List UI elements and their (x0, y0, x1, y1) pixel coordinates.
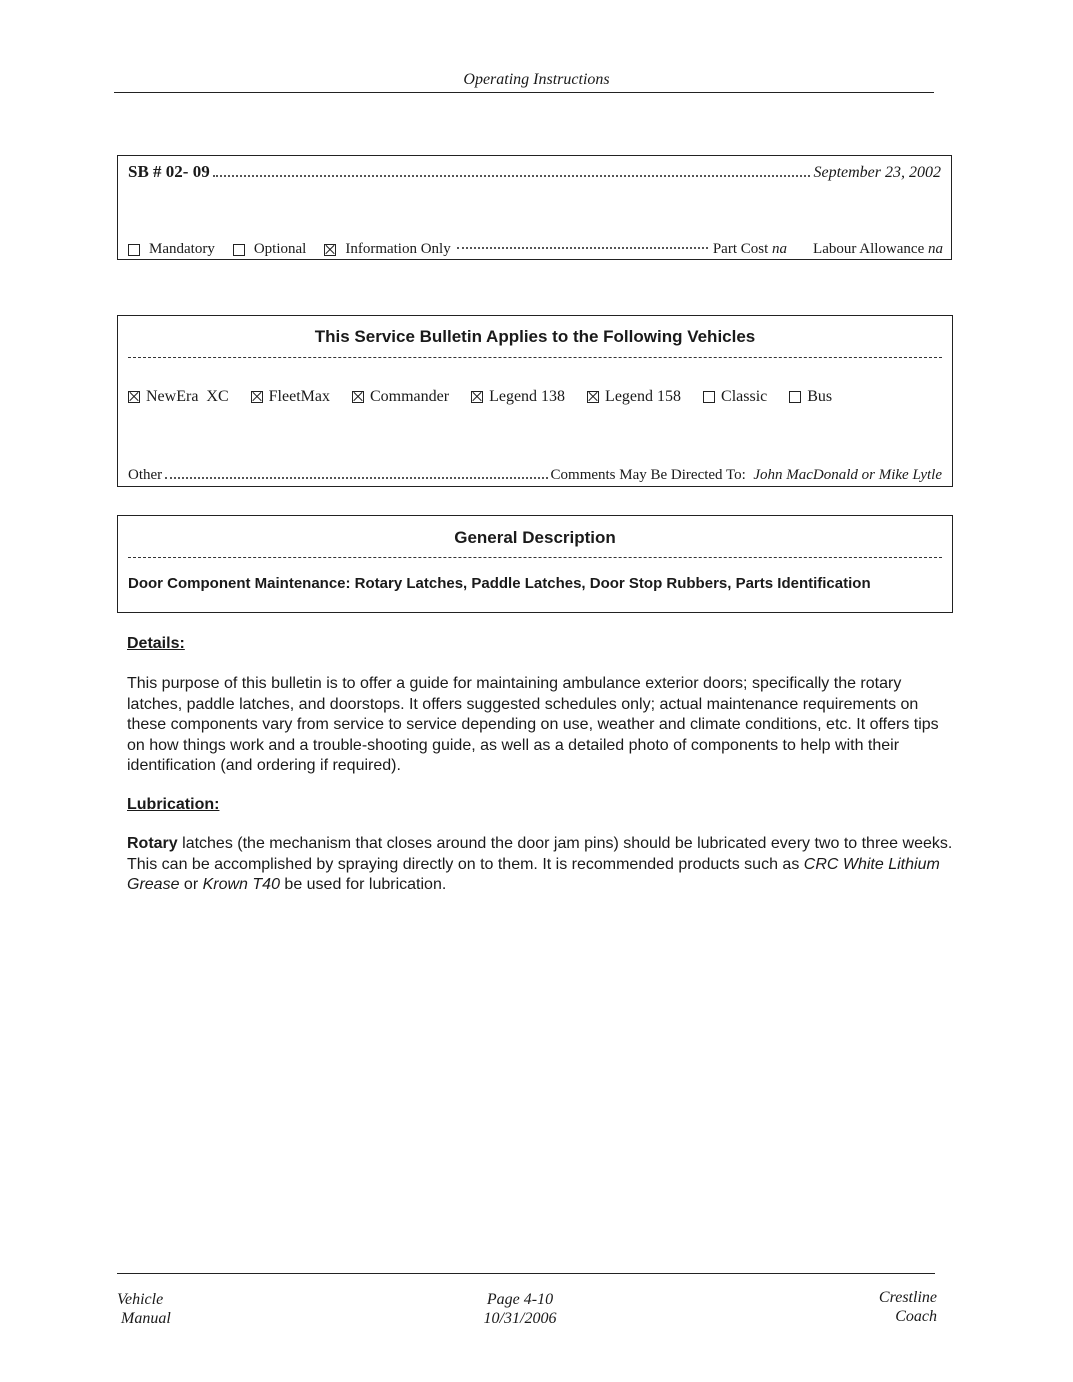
vehicle-label: Bus (807, 388, 833, 405)
option-mandatory[interactable] (128, 241, 215, 258)
footer-rule (117, 1273, 935, 1274)
part-cost-label: Part Cost (712, 241, 769, 257)
checked-checkbox-icon[interactable] (352, 391, 364, 403)
vehicle-fleetmax[interactable] (251, 388, 330, 406)
footer-left-line-1: Vehicle (117, 1291, 164, 1308)
vehicle-label: NewEra XC (146, 388, 229, 405)
vehicle-legend-138[interactable] (471, 388, 565, 406)
bulletin-box (117, 155, 952, 260)
general-description-box (117, 515, 953, 613)
checked-checkbox-icon[interactable] (128, 391, 140, 403)
details-paragraph (127, 674, 957, 777)
vehicles-box (117, 315, 953, 487)
vehicles-heading: This Service Bulletin Applies to the Following Vehicles (314, 327, 756, 346)
part-cost (713, 241, 787, 258)
lubrication-text-1: latches (the mechanism that closes around the door jam pins) should be lubricated every two to three weeks. This can be accomplished by spraying directly on to them. It is recommended products such as (127, 835, 953, 873)
footer-right (879, 1288, 937, 1326)
comments-label: Comments May Be Directed To: (550, 467, 746, 483)
checked-checkbox-icon[interactable] (324, 244, 336, 256)
vehicle-commander[interactable] (352, 388, 449, 406)
option-label: Optional (253, 241, 307, 257)
vehicle-legend-158[interactable] (587, 388, 681, 406)
vehicle-label: Commander (369, 388, 450, 405)
lubrication-lead: Rotary (127, 835, 178, 852)
page-header-title: Operating Instructions (463, 71, 610, 88)
labour-allowance-label: Labour Allowance (813, 241, 925, 257)
footer-center (420, 1290, 620, 1328)
part-cost-value: na (772, 241, 788, 257)
labour-allowance-value: na (928, 241, 943, 257)
dot-leader (213, 175, 811, 177)
lubrication-text (127, 834, 957, 896)
dashed-divider (128, 357, 942, 358)
labour-allowance (813, 241, 943, 258)
other-comments-row (128, 467, 942, 484)
bulletin-options-row (128, 241, 943, 258)
vehicle-newera-xc[interactable] (128, 388, 229, 406)
checked-checkbox-icon[interactable] (587, 391, 599, 403)
option-label: Mandatory (149, 241, 215, 257)
footer-date: 10/31/2006 (483, 1310, 557, 1327)
lubrication-text-3: be used for lubrication. (279, 876, 447, 893)
dot-leader (457, 247, 708, 249)
option-information-only[interactable] (324, 241, 450, 258)
checkbox-icon[interactable] (233, 244, 245, 256)
general-description-heading: General Description (454, 528, 616, 547)
vehicle-label: FleetMax (268, 388, 330, 405)
header-rule (114, 92, 934, 93)
details-heading: Details: (127, 635, 185, 652)
footer-left-line-2: Manual (121, 1310, 171, 1327)
dot-leader (165, 477, 547, 479)
product-krown: Krown T40 (202, 876, 280, 893)
bulletin-date: September 23, 2002 (813, 164, 941, 181)
bulletin-number: SB # 02- 09 (128, 162, 210, 181)
details-text: This purpose of this bulletin is to offer a guide for maintaining ambulance exterior doors; specifically the rotary latches, paddle latches, and doorstops. It offers suggested schedules only; actual maintenance requirements on these components vary from service to service depending on use, weather and climate conditions, etc. It offers tips on how things work and a trouble-shooting guide, as well as a detailed photo of components to help with their identification (and ordering if required). (127, 675, 939, 774)
checked-checkbox-icon[interactable] (471, 391, 483, 403)
checkbox-icon[interactable] (128, 244, 140, 256)
vehicle-label: Legend 138 (489, 388, 566, 405)
product-crc: CRC White Lithium Grease (127, 855, 940, 893)
comments-contacts: John MacDonald or Mike Lytle (753, 467, 942, 483)
vehicle-label: Legend 158 (605, 388, 682, 405)
checked-checkbox-icon[interactable] (251, 391, 263, 403)
page-number: Page 4-10 (486, 1291, 554, 1308)
dashed-divider (128, 557, 942, 558)
footer-left (117, 1290, 171, 1328)
vehicle-bus[interactable] (789, 388, 832, 406)
vehicle-classic[interactable] (703, 388, 767, 406)
lubrication-text-2: or (179, 876, 203, 893)
vehicle-label: Classic (721, 388, 768, 405)
option-optional[interactable] (233, 241, 307, 258)
vehicle-list (128, 388, 854, 406)
other-label: Other (128, 467, 163, 483)
bulletin-number-row (128, 162, 941, 182)
checkbox-icon[interactable] (703, 391, 715, 403)
lubrication-paragraph (127, 834, 957, 896)
footer-right-line-2: Coach (895, 1308, 937, 1325)
lubrication-heading: Lubrication: (127, 796, 220, 813)
footer-right-line-1: Crestline (878, 1289, 937, 1306)
checkbox-icon[interactable] (789, 391, 801, 403)
general-description-text: Door Component Maintenance: Rotary Latches, Paddle Latches, Door Stop Rubbers, Parts Identification (128, 575, 871, 592)
option-label: Information Only (345, 241, 451, 257)
